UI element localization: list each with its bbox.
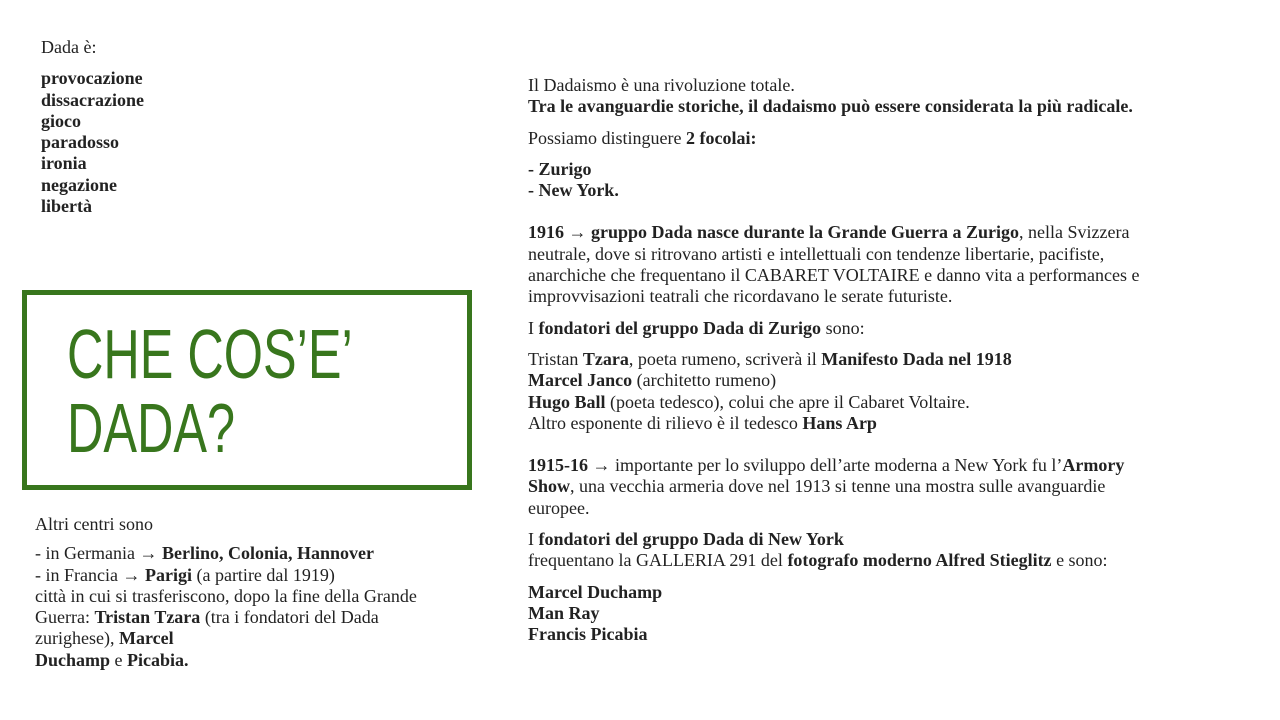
newyork-paragraph: 1915-16 → importante per lo sviluppo dell’arte moderna a New York fu l’Armory (528, 455, 1125, 476)
intro-line: Il Dadaismo è una rivoluzione totale. (528, 75, 795, 95)
ny-founder: Francis Picabia (528, 624, 648, 645)
focolai-line: Possiamo distinguere 2 focolai: (528, 127, 757, 148)
text-line: Guerra: Tristan Tzara (tra i fondatori del Dada (35, 607, 379, 628)
founder-line: Altro esponente di rilievo è il tedesco Hans Arp (528, 412, 877, 433)
ny-founder: Marcel Duchamp (528, 581, 663, 602)
main-text (528, 75, 1140, 646)
other-centers (35, 514, 417, 671)
text-line: zurighese), Marcel (35, 628, 174, 649)
other-centers-intro: Altri centri sono (35, 514, 153, 534)
keyword: gioco (41, 110, 81, 131)
germany-line: - in Germania → Berlino, Colonia, Hannover (35, 543, 374, 564)
slide-title (67, 317, 353, 465)
keyword: dissacrazione (41, 89, 144, 110)
intro-bold-line: Tra le avanguardie storiche, il dadaismo può essere considerata la più radicale. (528, 96, 1133, 117)
founder-line: Marcel Janco (architetto rumeno) (528, 370, 777, 391)
text-line: improvvisazioni teatrali che ricordavano le serate futuriste. (528, 286, 953, 307)
focolaio-item: - Zurigo (528, 158, 592, 179)
founder-line: Hugo Ball (poeta tedesco), colui che apre il Cabaret Voltaire. (528, 391, 970, 412)
newyork-founders-heading: I fondatori del gruppo Dada di New York (528, 529, 844, 550)
keywords-heading: Dada è: (41, 37, 97, 57)
keyword: negazione (41, 174, 117, 195)
title-box (22, 290, 472, 490)
keyword: paradosso (41, 132, 120, 153)
ny-founder: Man Ray (528, 602, 600, 623)
keyword: provocazione (41, 68, 143, 89)
text-line: neutrale, dove si ritrovano artisti e intellettuali con tendenze libertarie, pacifiste, (528, 243, 1105, 264)
zurich-paragraph: 1916 → gruppo Dada nasce durante la Grande Guerra a Zurigo, nella Svizzera (528, 222, 1130, 243)
text-line: Duchamp e Picabia. (35, 649, 189, 670)
founder-line: Tristan Tzara, poeta rumeno, scriverà il Manifesto Dada nel 1918 (528, 348, 1012, 369)
zurich-founders-heading: I fondatori del gruppo Dada di Zurigo sono: (528, 317, 865, 338)
text-line: europee. (528, 497, 590, 518)
text-line: anarchiche che frequentano il CABARET VOLTAIRE e danno vita a performances e (528, 265, 1140, 286)
dada-keywords (41, 37, 144, 217)
text-line: frequentano la GALLERIA 291 del fotografo moderno Alfred Stieglitz e sono: (528, 550, 1108, 571)
text-line: città in cui si trasferiscono, dopo la fine della Grande (35, 585, 417, 606)
title-line-2: DADA? (67, 389, 236, 467)
focolaio-item: - New York. (528, 180, 619, 201)
keyword: libertà (41, 196, 92, 217)
france-line: - in Francia → Parigi (a partire dal 1919) (35, 564, 335, 585)
title-line-1: CHE COS’E’ (67, 315, 353, 393)
text-line: Show, una vecchia armeria dove nel 1913 si tenne una mostra sulle avanguardie (528, 476, 1106, 497)
keyword: ironia (41, 153, 87, 174)
